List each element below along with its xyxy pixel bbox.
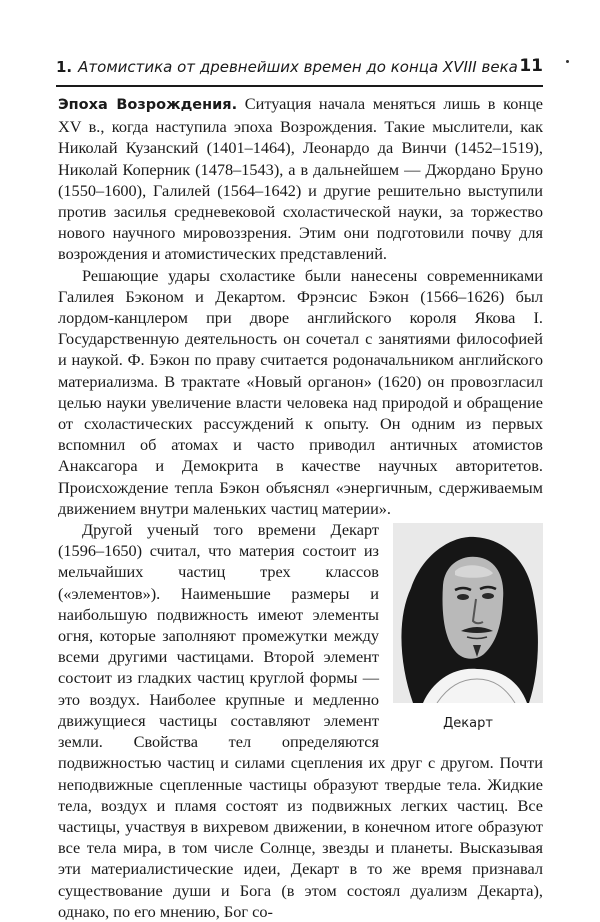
descartes-portrait-image — [393, 523, 543, 703]
section-title: Эпоха Возрождения. — [58, 97, 238, 113]
margin-speck — [566, 60, 569, 63]
chapter-title: Атомистика от древнейших времен до конца XVIII века — [78, 58, 518, 76]
paragraph-renaissance — [58, 93, 543, 265]
paragraph-descartes: Другой ученый того времени Декарт (1596–1650) считал, что материя состоит из мельчайших частиц трех классов («элементов»). Наименьшие размеры и наибольшую подвижность имеют элементы огня, которые заполняют промежутки между всеми другими частицами. Второй элемент состоит из гладких частиц круглой формы — это воздух. Наиболее крупные и медленно движущиеся частицы составляют элемент земли. Свойства тел определяются подвижностью частиц и силами сцепления их друг с другом. Почти неподвижные сцепленные частицы образуют твердые тела. Жидкие тела, воздух и пламя состоят из подвижных легких частиц. Все частицы, участвуя в вихревом движении, в конечном итоге образуют все тела мира, в том числе Солнце, звезды и планеты. Высказывая эти материалистические идеи, Декарт в то же время признавал существование души и Бога (в этом состоял дуализм Декарта), однако, по его мнению, Бог со- — [58, 520, 543, 921]
paragraph-bacon: Решающие удары схоластике были нанесены современниками Галилея Бэконом и Декартом. Фрэнсис Бэкон (1566–1626) был лордом-канцлером при дворе английского короля Якова I. Государственную деятельность он сочетал с занятиями философией и наукой. Ф. Бэкон по праву считается родоначальником английского материализма. В трактате «Новый органон» (1620) он провозгласил целью науки увеличение власти человека над природой и обращение от схоластических рассуждений к опыту. Он одним из первых вспомнил об атомах и часто приводил античных атомистов Анаксагора и Демокрита в качестве научных авторитетов. Происхождение тепла Бэкон объяснял «энергичным, сдерживаемым движением внутри маленьких частиц материи». — [58, 265, 543, 518]
figure-caption: Декарт — [443, 716, 493, 732]
running-head — [56, 58, 543, 82]
paragraph-text: Ситуация начала меняться лишь в конце XV в., когда наступила эпоха Возрождения. Такие мыслители, как Николай Кузанский (1401–1464), Леонардо да Винчи (1452–1519), Николай Коперник (1478–1543), а в дальнейшем — Джордано Бруно (1550–1600), Галилей (1564–1642) и другие решительно выступили против засилья средневековой схоластической науки, за торжество нового научного мировоззрения. Этим они подготовили почву для возрождения и атомистических представлений. — [58, 94, 544, 264]
body-text — [58, 93, 543, 922]
header-rule — [56, 85, 543, 87]
descartes-figure — [393, 523, 543, 734]
chapter-number: 1. — [56, 58, 73, 76]
page-number: 11 — [519, 56, 543, 76]
